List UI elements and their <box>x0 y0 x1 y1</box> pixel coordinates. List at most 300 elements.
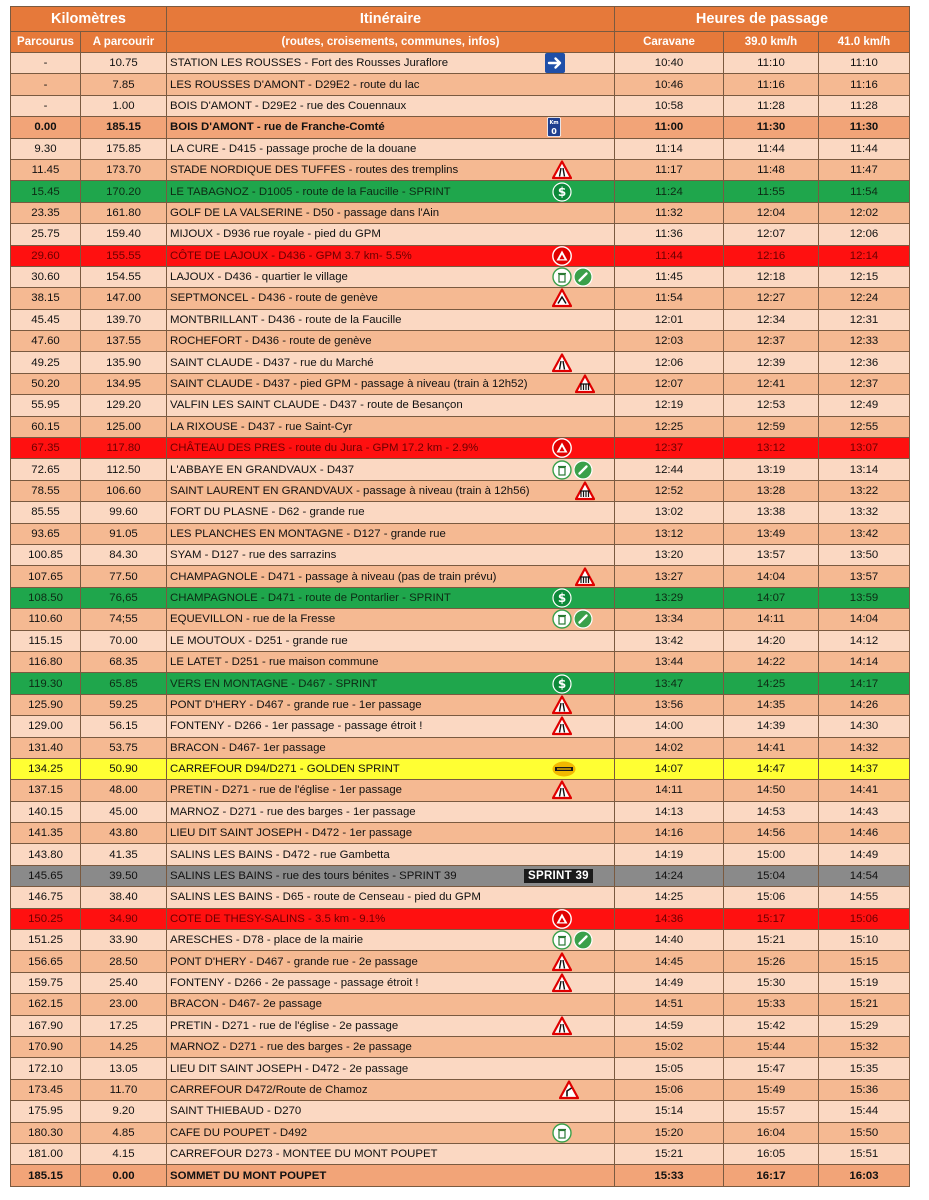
row-icons <box>552 716 572 736</box>
itineraire-text: SAINT LAURENT EN GRANDVAUX - passage à niveau (train à 12h56) <box>170 485 530 497</box>
itineraire-text: SALINS LES BAINS - rue des tours bénites - SPRINT 39 <box>170 870 457 883</box>
time-39-cell: 14:22 <box>724 651 819 672</box>
svg-text:0: 0 <box>551 127 557 137</box>
green-zone-icon <box>573 930 593 950</box>
time-39-cell: 15:57 <box>724 1101 819 1122</box>
itineraire-text: MARNOZ - D271 - rue des barges - 2e passage <box>170 1041 412 1054</box>
km-a-parcourir-cell: 84.30 <box>81 544 167 565</box>
itineraire-text: ROCHEFORT - D436 - route de genève <box>170 335 372 348</box>
caravane-time-cell: 13:44 <box>615 651 724 672</box>
table-row <box>11 673 910 694</box>
km-a-parcourir-cell: 10.75 <box>81 53 167 74</box>
itineraire-cell <box>167 865 615 886</box>
header-row-sub <box>11 32 910 53</box>
level-crossing-icon <box>575 481 595 501</box>
km-a-parcourir-cell: 70.00 <box>81 630 167 651</box>
itineraire-cell <box>167 224 615 245</box>
table-row <box>11 930 910 951</box>
itineraire-text: CARREFOUR D472/Route de Chamoz <box>170 1083 368 1096</box>
time-41-cell: 14:14 <box>819 651 910 672</box>
km-parcourus-cell: 173.45 <box>11 1079 81 1100</box>
km-a-parcourir-cell: 65.85 <box>81 673 167 694</box>
sprint-icon <box>552 674 572 694</box>
time-41-cell: 12:14 <box>819 245 910 266</box>
km-parcourus-cell: 78.55 <box>11 480 81 501</box>
caravane-time-cell: 12:52 <box>615 480 724 501</box>
table-row <box>11 630 910 651</box>
time-41-cell: 14:49 <box>819 844 910 865</box>
caravane-time-cell: 14:00 <box>615 716 724 737</box>
itineraire-text: LE MOUTOUX - D251 - grande rue <box>170 634 348 647</box>
km-a-parcourir-cell: 161.80 <box>81 202 167 223</box>
sprint-icon <box>552 588 572 608</box>
itineraire-text: STADE NORDIQUE DES TUFFES - routes des tremplins <box>170 164 459 177</box>
time-41-cell: 11:16 <box>819 74 910 95</box>
itineraire-cell <box>167 373 615 394</box>
time-41-cell: 12:02 <box>819 202 910 223</box>
km-a-parcourir-cell: 74;55 <box>81 609 167 630</box>
time-41-cell: 12:24 <box>819 288 910 309</box>
time-39-cell: 16:17 <box>724 1165 819 1186</box>
itineraire-cell <box>167 438 615 459</box>
table-row <box>11 887 910 908</box>
itineraire-text: LE TABAGNOZ - D1005 - route de la Faucille - SPRINT <box>170 185 451 198</box>
itineraire-cell <box>167 780 615 801</box>
time-39-cell: 12:07 <box>724 224 819 245</box>
itineraire-text: FONTENY - D266 - 2e passage - passage étroit ! <box>170 976 419 989</box>
time-41-cell: 15:06 <box>819 908 910 929</box>
km-a-parcourir-cell: 76,65 <box>81 587 167 608</box>
itineraire-text: MARNOZ - D271 - rue des barges - 1er passage <box>170 805 416 818</box>
table-row <box>11 908 910 929</box>
time-39-cell: 14:20 <box>724 630 819 651</box>
km-a-parcourir-cell: 147.00 <box>81 288 167 309</box>
km-a-parcourir-cell: 173.70 <box>81 159 167 180</box>
km-a-parcourir-cell: 155.55 <box>81 245 167 266</box>
km-parcourus-cell: - <box>11 95 81 116</box>
climb-icon <box>552 438 572 458</box>
table-row <box>11 202 910 223</box>
table-row <box>11 865 910 886</box>
itineraire-text: BOIS D'AMONT - D29E2 - rue des Couennaux <box>170 99 407 112</box>
time-41-cell: 12:33 <box>819 331 910 352</box>
km-a-parcourir-cell: 77.50 <box>81 566 167 587</box>
table-row <box>11 74 910 95</box>
time-41-cell: 11:28 <box>819 95 910 116</box>
km-parcourus-cell: 146.75 <box>11 887 81 908</box>
km-parcourus-cell: - <box>11 74 81 95</box>
itineraire-cell <box>167 202 615 223</box>
time-39-cell: 12:59 <box>724 416 819 437</box>
time-41-cell: 15:21 <box>819 994 910 1015</box>
itineraire-text: CHAMPAGNOLE - D471 - route de Pontarlier - SPRINT <box>170 591 451 604</box>
row-icons <box>552 460 593 480</box>
time-39-cell: 14:41 <box>724 737 819 758</box>
itineraire-cell <box>167 1122 615 1143</box>
caravane-time-cell: 15:21 <box>615 1143 724 1164</box>
row-icons <box>552 674 572 694</box>
itineraire-cell <box>167 994 615 1015</box>
caravane-time-cell: 13:27 <box>615 566 724 587</box>
caravane-time-cell: 14:51 <box>615 994 724 1015</box>
table-row <box>11 95 910 116</box>
time-39-cell: 14:07 <box>724 587 819 608</box>
km-parcourus-cell: 134.25 <box>11 758 81 779</box>
time-41-cell: 14:55 <box>819 887 910 908</box>
itineraire-text: SEPTMONCEL - D436 - route de genève <box>170 292 378 305</box>
itineraire-cell <box>167 1079 615 1100</box>
table-row <box>11 224 910 245</box>
itineraire-cell <box>167 951 615 972</box>
km-a-parcourir-cell: 137.55 <box>81 331 167 352</box>
itineraire-text: MONTBRILLANT - D436 - route de la Faucille <box>170 313 402 326</box>
km-a-parcourir-cell: 129.20 <box>81 395 167 416</box>
itineraire-cell <box>167 181 615 202</box>
row-icons <box>552 761 576 777</box>
km-parcourus-cell: 119.30 <box>11 673 81 694</box>
time-41-cell: 14:46 <box>819 823 910 844</box>
time-39-cell: 15:42 <box>724 1015 819 1036</box>
narrow-road-warning-icon <box>552 353 572 373</box>
time-39-cell: 14:53 <box>724 801 819 822</box>
km-a-parcourir-cell: 53.75 <box>81 737 167 758</box>
km-a-parcourir-cell: 159.40 <box>81 224 167 245</box>
table-row <box>11 138 910 159</box>
time-41-cell: 14:54 <box>819 865 910 886</box>
itineraire-text: LIEU DIT SAINT JOSEPH - D472 - 1er passage <box>170 827 413 840</box>
header-row-main <box>11 7 910 32</box>
caravane-time-cell: 13:47 <box>615 673 724 694</box>
time-41-cell: 15:15 <box>819 951 910 972</box>
km-a-parcourir-cell: 135.90 <box>81 352 167 373</box>
caravane-time-cell: 12:25 <box>615 416 724 437</box>
time-39-cell: 14:11 <box>724 609 819 630</box>
km-a-parcourir-cell: 33.90 <box>81 930 167 951</box>
time-39-cell: 12:37 <box>724 331 819 352</box>
itineraire-cell <box>167 758 615 779</box>
caravane-time-cell: 14:13 <box>615 801 724 822</box>
time-41-cell: 12:37 <box>819 373 910 394</box>
itineraire-text: SAINT CLAUDE - D437 - rue du Marché <box>170 356 374 369</box>
km-parcourus-cell: 11.45 <box>11 159 81 180</box>
caravane-time-cell: 12:01 <box>615 309 724 330</box>
caravane-time-cell: 13:42 <box>615 630 724 651</box>
km-parcourus-cell: 49.25 <box>11 352 81 373</box>
itineraire-text: PRETIN - D271 - rue de l'église - 2e passage <box>170 1019 399 1032</box>
time-39-cell: 13:19 <box>724 459 819 480</box>
table-row <box>11 694 910 715</box>
caravane-time-cell: 14:45 <box>615 951 724 972</box>
km-parcourus-cell: 140.15 <box>11 801 81 822</box>
time-39-cell: 15:06 <box>724 887 819 908</box>
km-parcourus-cell: 0.00 <box>11 117 81 138</box>
time-41-cell: 15:29 <box>819 1015 910 1036</box>
table-row <box>11 1143 910 1164</box>
caravane-time-cell: 13:56 <box>615 694 724 715</box>
time-41-cell: 15:35 <box>819 1058 910 1079</box>
caravane-time-cell: 10:46 <box>615 74 724 95</box>
km-parcourus-cell: 108.50 <box>11 587 81 608</box>
caravane-time-cell: 14:25 <box>615 887 724 908</box>
time-41-cell: 12:55 <box>819 416 910 437</box>
itineraire-cell <box>167 245 615 266</box>
itineraire-text: FONTENY - D266 - 1er passage - passage étroit ! <box>170 720 423 733</box>
km-a-parcourir-cell: 25.40 <box>81 972 167 993</box>
km-parcourus-cell: 151.25 <box>11 930 81 951</box>
caravane-time-cell: 10:40 <box>615 53 724 74</box>
header-caravane: Caravane <box>615 32 724 53</box>
climb-icon <box>552 246 572 266</box>
itineraire-cell <box>167 544 615 565</box>
caravane-time-cell: 11:00 <box>615 117 724 138</box>
level-crossing-icon <box>575 567 595 587</box>
row-icons <box>552 353 572 373</box>
km-a-parcourir-cell: 56.15 <box>81 716 167 737</box>
table-row <box>11 737 910 758</box>
km-a-parcourir-cell: 43.80 <box>81 823 167 844</box>
time-39-cell: 15:30 <box>724 972 819 993</box>
table-row <box>11 309 910 330</box>
km-a-parcourir-cell: 50.90 <box>81 758 167 779</box>
itineraire-cell <box>167 288 615 309</box>
time-39-cell: 14:25 <box>724 673 819 694</box>
itineraire-text: CARREFOUR D94/D271 - GOLDEN SPRINT <box>170 763 400 776</box>
itineraire-text: SYAM - D127 - rue des sarrazins <box>170 549 337 562</box>
row-icons <box>575 567 595 587</box>
header-kilometres: Kilomètres <box>11 7 167 32</box>
svg-text:$: $ <box>557 184 567 199</box>
header-a-parcourir: A parcourir <box>81 32 167 53</box>
caravane-time-cell: 15:14 <box>615 1101 724 1122</box>
itineraire-cell <box>167 737 615 758</box>
time-39-cell: 12:16 <box>724 245 819 266</box>
narrow-road-warning-icon <box>552 973 572 993</box>
row-icons <box>552 952 572 972</box>
time-39-cell: 15:47 <box>724 1058 819 1079</box>
bin-icon <box>552 1123 572 1143</box>
itineraire-text: COTE DE THESY-SALINS - 3.5 km - 9.1% <box>170 912 386 925</box>
km-a-parcourir-cell: 38.40 <box>81 887 167 908</box>
itineraire-cell <box>167 352 615 373</box>
sprint-39-badge: SPRINT 39 <box>524 869 593 883</box>
time-39-cell: 11:16 <box>724 74 819 95</box>
km-a-parcourir-cell: 28.50 <box>81 951 167 972</box>
caravane-time-cell: 11:45 <box>615 266 724 287</box>
row-icons <box>552 1123 572 1143</box>
itineraire-text: PONT D'HERY - D467 - grande rue - 1er passage <box>170 698 422 711</box>
km-parcourus-cell: 159.75 <box>11 972 81 993</box>
row-icons <box>552 182 572 202</box>
time-39-cell: 14:04 <box>724 566 819 587</box>
km-parcourus-cell: 185.15 <box>11 1165 81 1186</box>
caravane-time-cell: 14:49 <box>615 972 724 993</box>
table-row <box>11 780 910 801</box>
itineraire-cell <box>167 972 615 993</box>
itineraire-cell <box>167 566 615 587</box>
time-41-cell: 14:32 <box>819 737 910 758</box>
time-41-cell: 13:32 <box>819 502 910 523</box>
itineraire-text: SAINT CLAUDE - D437 - pied GPM - passage à niveau (train à 12h52) <box>170 378 528 391</box>
itineraire-cell <box>167 630 615 651</box>
itineraire-cell <box>167 844 615 865</box>
km-parcourus-cell: 125.90 <box>11 694 81 715</box>
table-row <box>11 480 910 501</box>
itineraire-cell <box>167 1143 615 1164</box>
itineraire-cell <box>167 459 615 480</box>
time-41-cell: 13:22 <box>819 480 910 501</box>
time-41-cell: 13:57 <box>819 566 910 587</box>
danger-warning-icon <box>552 288 572 308</box>
caravane-time-cell: 12:19 <box>615 395 724 416</box>
km-parcourus-cell: 115.15 <box>11 630 81 651</box>
km-parcourus-cell: 60.15 <box>11 416 81 437</box>
header-parcourus: Parcourus <box>11 32 81 53</box>
caravane-time-cell: 11:54 <box>615 288 724 309</box>
bin-icon <box>552 267 572 287</box>
green-zone-icon <box>573 460 593 480</box>
golden-sprint-icon <box>552 761 576 777</box>
table-row <box>11 459 910 480</box>
caravane-time-cell: 13:12 <box>615 523 724 544</box>
table-row <box>11 587 910 608</box>
time-39-cell: 13:28 <box>724 480 819 501</box>
itineraire-text: LA RIXOUSE - D437 - rue Saint-Cyr <box>170 420 353 433</box>
itineraire-cell <box>167 416 615 437</box>
km-a-parcourir-cell: 99.60 <box>81 502 167 523</box>
table-row <box>11 758 910 779</box>
km-parcourus-cell: 67.35 <box>11 438 81 459</box>
caravane-time-cell: 11:14 <box>615 138 724 159</box>
km-parcourus-cell: 141.35 <box>11 823 81 844</box>
time-39-cell: 11:48 <box>724 159 819 180</box>
itineraire-text: BRACON - D467- 2e passage <box>170 998 322 1011</box>
itineraire-cell <box>167 95 615 116</box>
row-icons <box>552 930 593 950</box>
km-a-parcourir-cell: 41.35 <box>81 844 167 865</box>
time-39-cell: 12:04 <box>724 202 819 223</box>
itineraire-text: ARESCHES - D78 - place de la mairie <box>170 934 364 947</box>
time-41-cell: 15:50 <box>819 1122 910 1143</box>
km-parcourus-cell: 72.65 <box>11 459 81 480</box>
itineraire-text: CÔTE DE LAJOUX - D436 - GPM 3.7 km- 5.5% <box>170 249 412 262</box>
table-row <box>11 331 910 352</box>
time-41-cell: 15:19 <box>819 972 910 993</box>
itineraire-text: CAFE DU POUPET - D492 <box>170 1126 308 1139</box>
itineraire-cell <box>167 53 615 74</box>
header-speed-41: 41.0 km/h <box>819 32 910 53</box>
time-41-cell: 13:42 <box>819 523 910 544</box>
row-icons <box>552 246 572 266</box>
header-itineraire-sub: (routes, croisements, communes, infos) <box>167 32 615 53</box>
green-zone-icon <box>573 267 593 287</box>
narrow-road-warning-icon <box>552 160 572 180</box>
caravane-time-cell: 11:44 <box>615 245 724 266</box>
time-39-cell: 15:04 <box>724 865 819 886</box>
time-39-cell: 15:44 <box>724 1036 819 1057</box>
table-row <box>11 523 910 544</box>
itineraire-text: LES ROUSSES D'AMONT - D29E2 - route du lac <box>170 78 420 91</box>
time-39-cell: 16:04 <box>724 1122 819 1143</box>
row-icons <box>559 1080 579 1100</box>
level-crossing-icon <box>575 374 595 394</box>
itineraire-cell <box>167 1058 615 1079</box>
time-41-cell: 13:07 <box>819 438 910 459</box>
table-row <box>11 159 910 180</box>
row-icons <box>552 160 572 180</box>
km-parcourus-cell: 129.00 <box>11 716 81 737</box>
km-a-parcourir-cell: 139.70 <box>81 309 167 330</box>
km-parcourus-cell: - <box>11 53 81 74</box>
time-39-cell: 15:33 <box>724 994 819 1015</box>
km-parcourus-cell: 156.65 <box>11 951 81 972</box>
itineraire-cell <box>167 159 615 180</box>
time-41-cell: 13:50 <box>819 544 910 565</box>
km-parcourus-cell: 100.85 <box>11 544 81 565</box>
caravane-time-cell: 12:03 <box>615 331 724 352</box>
time-39-cell: 12:41 <box>724 373 819 394</box>
km-a-parcourir-cell: 45.00 <box>81 801 167 822</box>
time-41-cell: 11:44 <box>819 138 910 159</box>
time-39-cell: 12:18 <box>724 266 819 287</box>
table-row <box>11 566 910 587</box>
km-a-parcourir-cell: 48.00 <box>81 780 167 801</box>
km-parcourus-cell: 150.25 <box>11 908 81 929</box>
km-a-parcourir-cell: 23.00 <box>81 994 167 1015</box>
time-41-cell: 14:43 <box>819 801 910 822</box>
row-icons <box>547 117 561 137</box>
itineraire-cell <box>167 673 615 694</box>
itineraire-cell <box>167 823 615 844</box>
km-parcourus-cell: 137.15 <box>11 780 81 801</box>
caravane-time-cell: 13:02 <box>615 502 724 523</box>
km-a-parcourir-cell: 106.60 <box>81 480 167 501</box>
table-row <box>11 544 910 565</box>
itineraire-text: CARREFOUR D273 - MONTEE DU MONT POUPET <box>170 1148 438 1161</box>
itineraire-text: BRACON - D467- 1er passage <box>170 741 326 754</box>
table-row <box>11 1036 910 1057</box>
row-icons <box>552 588 572 608</box>
caravane-time-cell: 14:11 <box>615 780 724 801</box>
km-a-parcourir-cell: 7.85 <box>81 74 167 95</box>
svg-text:$: $ <box>557 591 567 606</box>
time-39-cell: 14:47 <box>724 758 819 779</box>
itineraire-cell <box>167 651 615 672</box>
time-41-cell: 12:49 <box>819 395 910 416</box>
km-parcourus-cell: 15.45 <box>11 181 81 202</box>
km-a-parcourir-cell: 13.05 <box>81 1058 167 1079</box>
itineraire-text: MIJOUX - D936 rue royale - pied du GPM <box>170 228 381 241</box>
itineraire-cell <box>167 138 615 159</box>
header-speed-39: 39.0 km/h <box>724 32 819 53</box>
km-a-parcourir-cell: 14.25 <box>81 1036 167 1057</box>
time-41-cell: 12:06 <box>819 224 910 245</box>
itineraire-cell <box>167 1015 615 1036</box>
km-parcourus-cell: 23.35 <box>11 202 81 223</box>
itineraire-text: VERS EN MONTAGNE - D467 - SPRINT <box>170 677 378 690</box>
time-41-cell: 14:30 <box>819 716 910 737</box>
sprint-icon <box>552 182 572 202</box>
table-row <box>11 288 910 309</box>
time-39-cell: 14:50 <box>724 780 819 801</box>
table-row <box>11 1058 910 1079</box>
caravane-time-cell: 14:16 <box>615 823 724 844</box>
svg-text:$: $ <box>557 676 567 691</box>
km-parcourus-cell: 107.65 <box>11 566 81 587</box>
time-41-cell: 14:41 <box>819 780 910 801</box>
itineraire-cell <box>167 587 615 608</box>
svg-text:Km: Km <box>549 120 559 127</box>
row-icons <box>552 973 572 993</box>
